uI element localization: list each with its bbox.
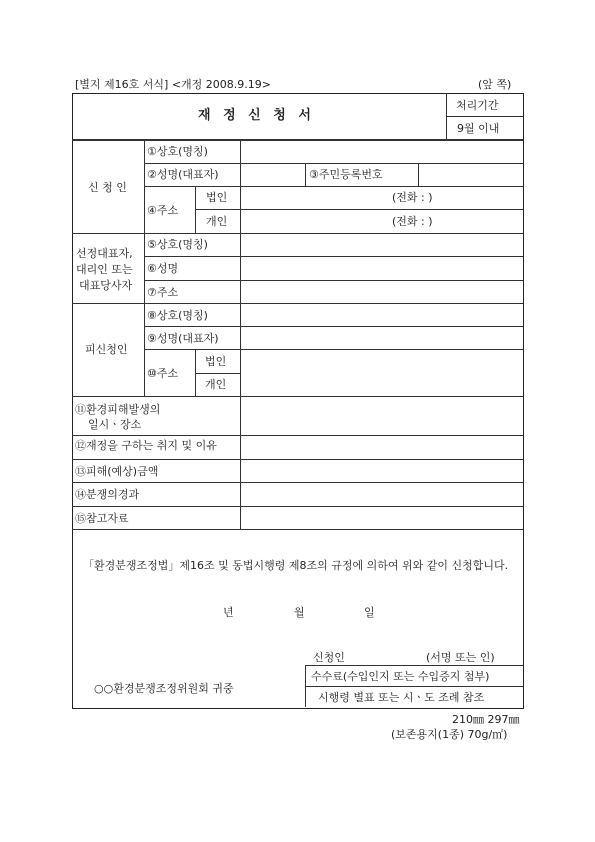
representative-trade-name-label: ⑤상호(명칭): [147, 238, 208, 251]
footer-paper-size: 210㎜ 297㎜: [452, 713, 520, 726]
processing-period-label: 처리기간: [456, 99, 499, 112]
applicant-phone-individual: (전화 : ): [392, 215, 433, 228]
applicant-trade-name-label: ①상호(명칭): [147, 145, 208, 158]
fee-line-2: 시행령 별표 또는 시ㆍ도 조례 참조: [318, 691, 485, 704]
amount-label: ⑬피해(예상)금액: [75, 465, 159, 478]
applicant-resident-no-label: ③주민등록번호: [309, 168, 383, 181]
applicant-individual-label: 개인: [206, 215, 228, 228]
date-year: 년: [223, 606, 234, 619]
form-title: 재 정 신 청 서: [198, 108, 315, 123]
purpose-label: ⑫재정을 구하는 취지 및 이유: [75, 439, 217, 452]
footer-paper-type: (보존용지(1종) 70g/㎡): [391, 728, 508, 741]
damage-date-label-1: ⑪환경피해발생의: [75, 403, 161, 416]
respondent-name-label: ⑨성명(대표자): [147, 332, 219, 345]
applicant-group-label: 신 청 인: [88, 181, 127, 194]
representative-group-label-2: 대리인 또는: [76, 263, 133, 276]
applicant-corp-label: 법인: [206, 191, 228, 204]
history-label: ⑭분쟁의경과: [75, 488, 140, 501]
representative-name-label: ⑥성명: [147, 262, 179, 275]
page-side: (앞 쪽): [478, 78, 512, 91]
signature-applicant-label: 신청인: [313, 651, 345, 664]
representative-group-label-1: 선정대표자,: [76, 247, 133, 260]
form-number: [별지 제16호 서식] <개정 2008.9.19>: [75, 78, 271, 91]
fee-line-1: 수수료(수입인지 또는 수입증지 첨부): [311, 670, 490, 683]
applicant-phone-corp: (전화 : ): [392, 191, 433, 204]
damage-date-label-2: 일시ㆍ장소: [88, 418, 142, 431]
processing-period-value: 9월 이내: [457, 122, 500, 135]
respondent-individual-label: 개인: [205, 378, 227, 391]
date-month: 월: [294, 606, 305, 619]
respondent-group-label: 피신청인: [85, 343, 128, 356]
representative-group-label-3: 대표당사자: [79, 279, 133, 292]
applicant-name-label: ②성명(대표자): [147, 168, 219, 181]
addressee: ○○환경분쟁조정위원회 귀중: [94, 682, 234, 695]
date-day: 일: [364, 606, 375, 619]
representative-address-label: ⑦주소: [147, 286, 179, 299]
respondent-trade-name-label: ⑧상호(명칭): [147, 309, 208, 322]
respondent-corp-label: 법인: [205, 355, 227, 368]
respondent-address-label: ⑩주소: [147, 367, 179, 380]
references-label: ⑮참고자료: [75, 512, 129, 525]
application-statement: 「환경분쟁조정법」제16조 및 동법시행령 제8조의 규정에 의하여 위와 같이 신청합니다.: [83, 559, 509, 572]
applicant-address-label: ④주소: [147, 204, 179, 217]
signature-sign-label: (서명 또는 인): [426, 651, 495, 664]
